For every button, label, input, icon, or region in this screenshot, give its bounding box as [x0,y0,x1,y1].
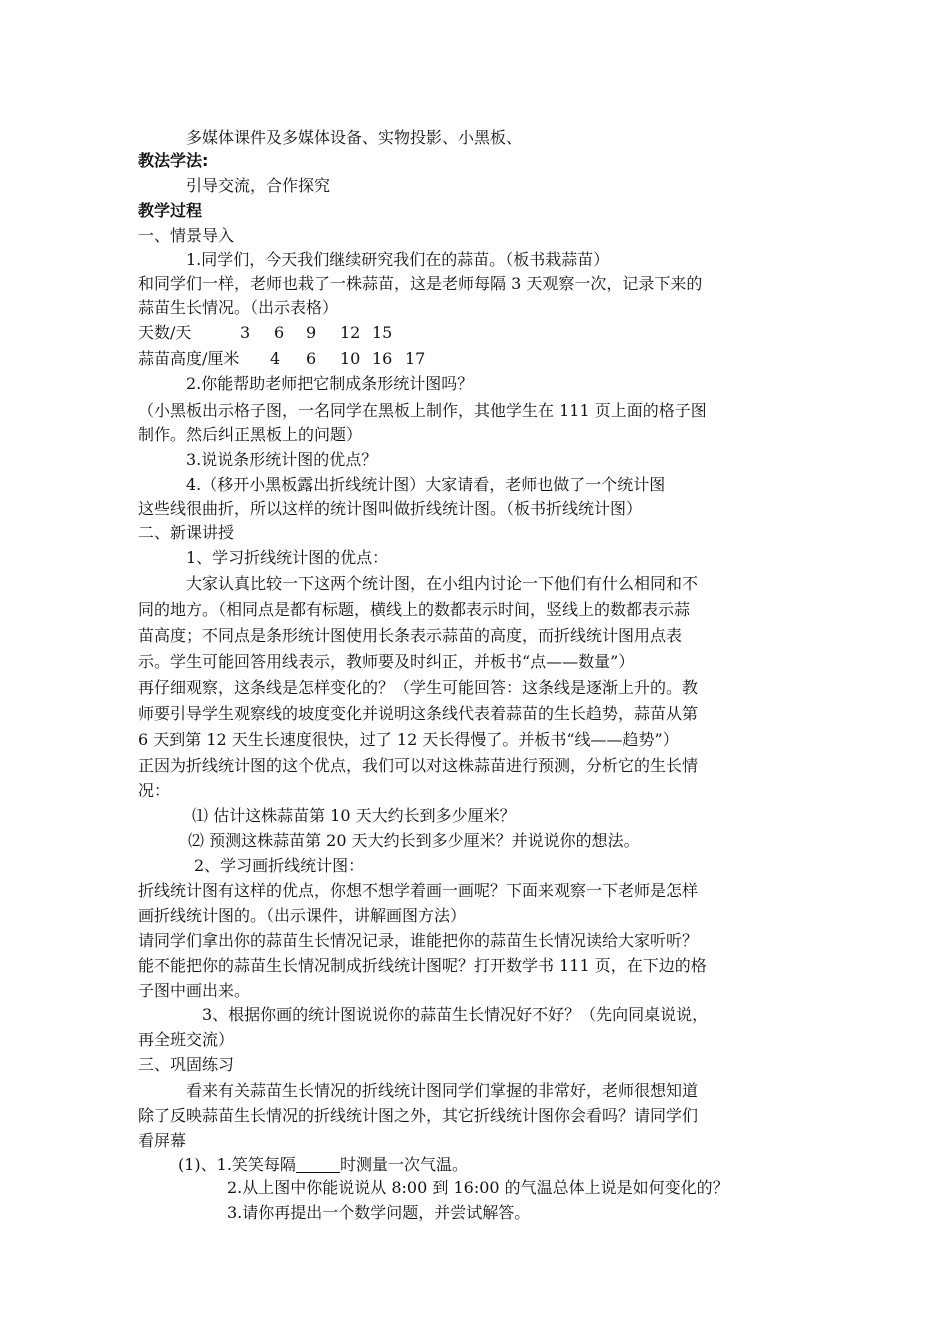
paragraph-line: 示。学生可能回答用线表示，教师要及时纠正，并板书“点——数量”） [138,652,635,671]
exercise-prefix: (1)、1.笑笑每隔 [178,1155,296,1174]
exercise-line [178,1154,468,1176]
paragraph-line: 再全班交流） [138,1030,235,1049]
paragraph-line: 除了反映蒜苗生长情况的折线统计图之外，其它折线统计图你会看吗？请同学们 [138,1106,699,1125]
paragraph-line: 2.你能帮助老师把它制成条形统计图吗？ [186,374,474,393]
paragraph-line: 6 天到第 12 天生长速度很快，过了 12 天长得慢了。并板书“线——趋势”） [138,730,679,749]
paragraph-line: 1.同学们，今天我们继续研究我们在的蒜苗。（板书栽蒜苗） [186,250,610,269]
paragraph-line: 再仔细观察，这条线是怎样变化的？（学生可能回答：这条线是逐渐上升的。教 [138,678,699,697]
paragraph-line: 制作。然后纠正黑板上的问题） [138,425,363,444]
paragraph-line: 和同学们一样，老师也栽了一株蒜苗，这是老师每隔 3 天观察一次，记录下来的 [138,274,703,293]
section-heading: 三、巩固练习 [138,1055,235,1074]
table-cell: 4 [270,349,281,368]
paragraph-line: 折线统计图有这样的优点，你想不想学着画一画呢？下面来观察一下老师是怎样 [138,881,699,900]
paragraph-line: 画折线统计图的。（出示课件，讲解画图方法） [138,906,467,925]
paragraph-line: 看屏幕 [138,1131,187,1150]
paragraph-line: 师要引导学生观察线的坡度变化并说明这条线代表着蒜苗的生长趋势，蒜苗从第 [138,704,699,723]
table-row-label: 蒜苗高度/厘米 [138,349,240,368]
methods-heading: 教法学法: [138,151,209,170]
table-cell: 10 [340,349,361,368]
paragraph-line: 同的地方。（相同点是都有标题，横线上的数都表示时间，竖线上的数都表示蒜 [138,600,691,619]
paragraph-line: 苗高度；不同点是条形统计图使用长条表示蒜苗的高度，而折线统计图用点表 [138,626,683,645]
table-cell: 9 [306,323,317,342]
exercise-suffix: 时测量一次气温。 [339,1155,468,1174]
process-heading: 教学过程 [138,201,203,220]
section-heading: 一、情景导入 [138,226,235,245]
table-cell: 12 [340,323,361,342]
table-cell: 3 [240,323,251,342]
paragraph-line: 请同学们拿出你的蒜苗生长情况记录，谁能把你的蒜苗生长情况读给大家听听？ [138,931,699,950]
exercise-line: 2.从上图中你能说说从 8:00 到 16:00 的气温总体上说是如何变化的？ [227,1178,729,1197]
paragraph-line: 蒜苗生长情况。（出示表格） [138,298,339,317]
methods-text: 引导交流，合作探究 [186,176,331,195]
paragraph-line: 况： [138,781,171,800]
paragraph-line: 正因为折线统计图的这个优点，我们可以对这株蒜苗进行预测，分析它的生长情 [138,756,699,775]
question-line: ⑴ 估计这株蒜苗第 10 天大约长到多少厘米？ [192,806,516,825]
paragraph-line: 这些线很曲折，所以这样的统计图叫做折线统计图。（板书折线统计图） [138,499,643,518]
exercise-line: 3.请你再提出一个数学问题，并尝试解答。 [227,1203,531,1222]
table-cell: 16 [372,349,393,368]
subsection-heading: 2、学习画折线统计图： [194,856,365,875]
table-cell: 6 [274,323,285,342]
paragraph-line: 子图中画出来。 [138,981,251,1000]
materials-line: 多媒体课件及多媒体设备、实物投影、小黑板、 [186,128,523,147]
paragraph-line: 大家认真比较一下这两个统计图，在小组内讨论一下他们有什么相同和不 [186,574,699,593]
subsection-heading: 1、学习折线统计图的优点： [186,548,389,567]
paragraph-line: 能不能把你的蒜苗生长情况制成折线统计图呢？打开数学书 111 页，在下边的格 [138,956,707,975]
question-line: ⑵ 预测这株蒜苗第 20 天大约长到多少厘米？并说说你的想法。 [188,831,640,850]
table-cell: 17 [405,349,426,368]
paragraph-line: 3.说说条形统计图的优点？ [186,450,378,469]
answer-blank [296,1156,340,1173]
table-row-label: 天数/天 [138,323,192,342]
subsection-heading: 3、根据你画的统计图说说你的蒜苗生长情况好不好？（先向同桌说说， [202,1005,709,1024]
table-cell: 6 [306,349,317,368]
section-heading: 二、新课讲授 [138,523,235,542]
paragraph-line: 看来有关蒜苗生长情况的折线统计图同学们掌握的非常好，老师很想知道 [186,1081,699,1100]
paragraph-line: 4.（移开小黑板露出折线统计图）大家请看，老师也做了一个统计图 [186,475,666,494]
table-cell: 15 [372,323,393,342]
paragraph-line: （小黑板出示格子图，一名同学在黑板上制作，其他学生在 111 页上面的格子图 [138,401,707,420]
